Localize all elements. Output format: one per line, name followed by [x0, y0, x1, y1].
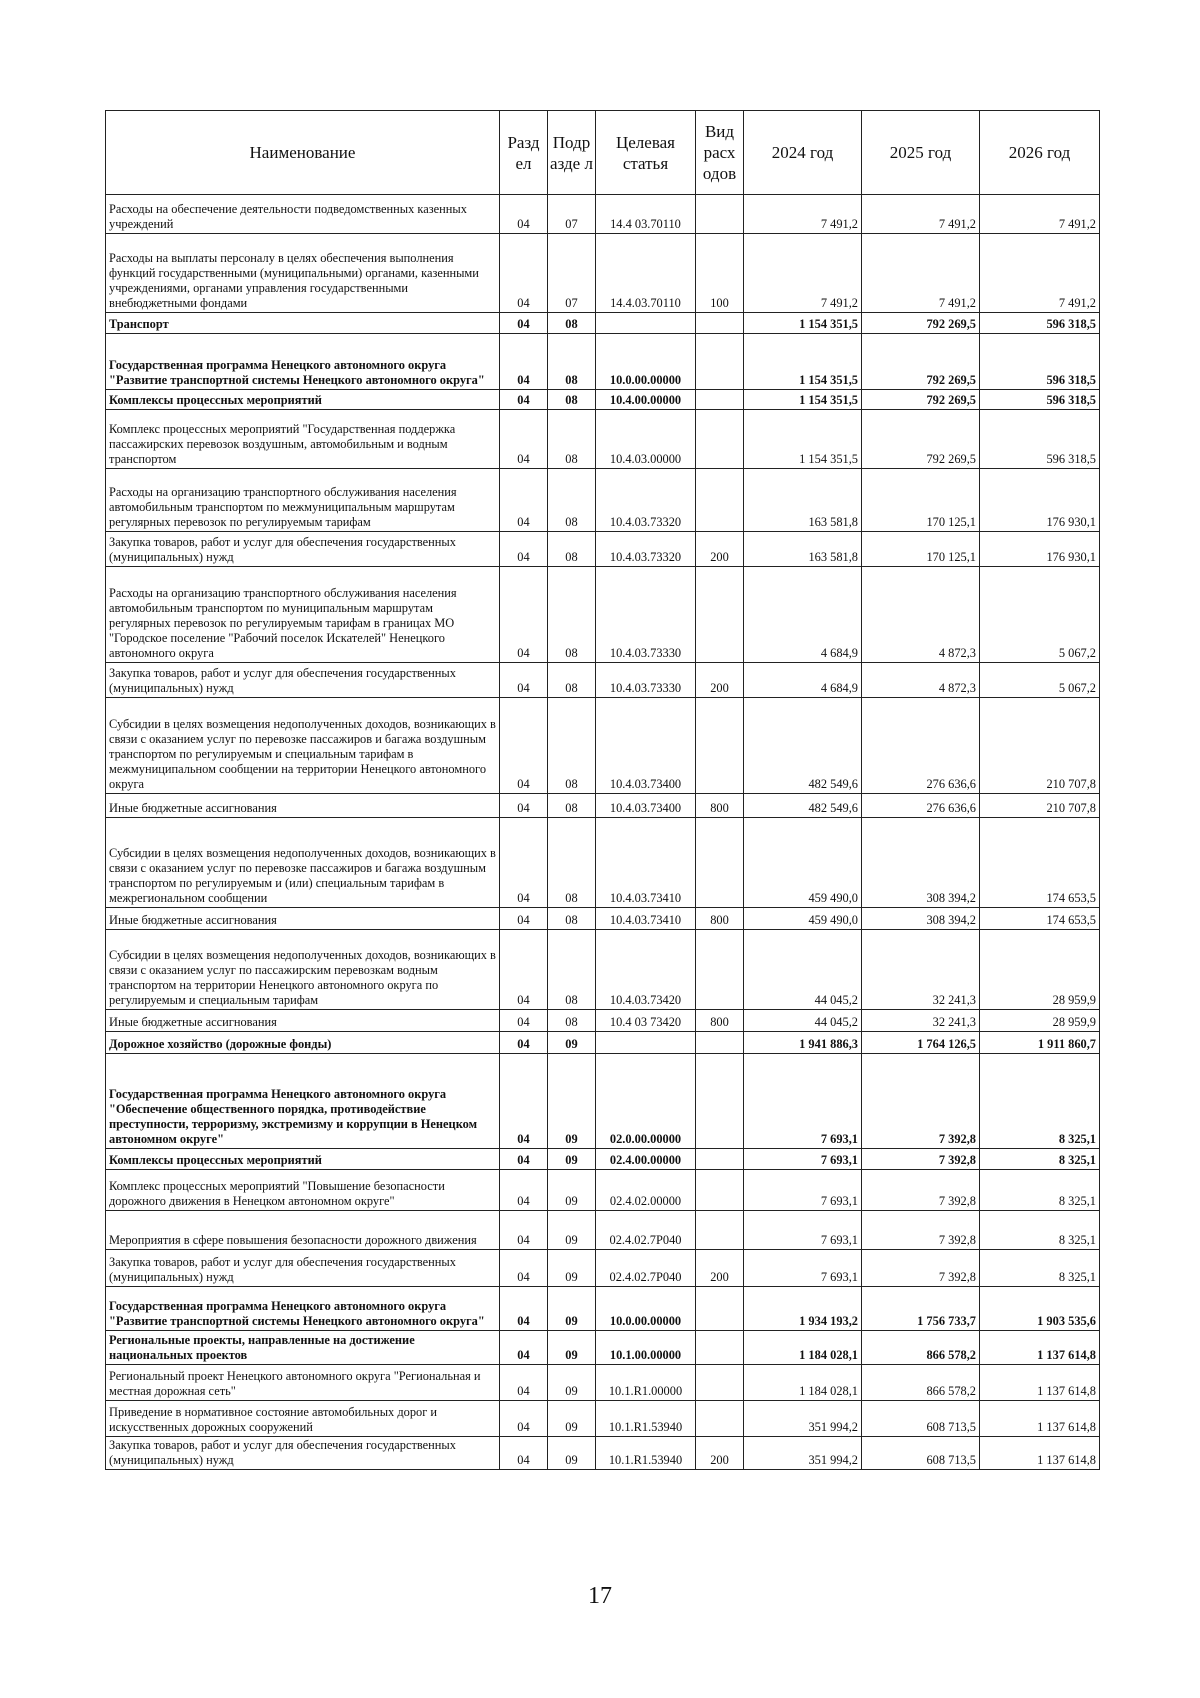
cell-podrazdel: 08 — [548, 532, 596, 567]
cell-podrazdel: 09 — [548, 1365, 596, 1401]
cell-vid-raskhodov — [696, 1331, 744, 1365]
cell-2025: 792 269,5 — [862, 334, 980, 390]
table-row — [106, 1149, 1100, 1170]
cell-2024: 4 684,9 — [744, 663, 862, 698]
table-row — [106, 532, 1100, 567]
cell-tselevaya-statya: 10.4.03.73410 — [596, 818, 696, 908]
cell-name: Субсидии в целях возмещения недополученных доходов, возникающих в связи с оказанием услуг по перевозке пассажиров и багажа воздушным транспортом по регулируемым и (или) специальным тарифам в межрегиональном сообщении — [106, 818, 500, 908]
cell-tselevaya-statya: 10.1.R1.53940 — [596, 1437, 696, 1470]
cell-2026: 596 318,5 — [980, 390, 1100, 410]
cell-podrazdel: 09 — [548, 1211, 596, 1250]
cell-razdel: 04 — [500, 1211, 548, 1250]
cell-tselevaya-statya: 10.4.03.00000 — [596, 410, 696, 469]
cell-vid-raskhodov — [696, 410, 744, 469]
cell-name: Комплексы процессных мероприятий — [106, 1149, 500, 1170]
cell-2026: 1 137 614,8 — [980, 1437, 1100, 1470]
cell-2024: 7 693,1 — [744, 1250, 862, 1287]
cell-2026: 8 325,1 — [980, 1250, 1100, 1287]
cell-name: Дорожное хозяйство (дорожные фонды) — [106, 1032, 500, 1054]
cell-2025: 170 125,1 — [862, 532, 980, 567]
cell-2025: 1 756 733,7 — [862, 1287, 980, 1331]
cell-2024: 351 994,2 — [744, 1401, 862, 1437]
cell-tselevaya-statya: 02.4.02.7Р040 — [596, 1250, 696, 1287]
cell-tselevaya-statya: 14.4.03.70110 — [596, 234, 696, 313]
cell-2026: 596 318,5 — [980, 410, 1100, 469]
cell-tselevaya-statya: 10.4.03.73410 — [596, 908, 696, 930]
cell-tselevaya-statya: 10.4.03.73420 — [596, 930, 696, 1010]
header-razdel: Разд ел — [500, 111, 548, 195]
cell-2026: 174 653,5 — [980, 818, 1100, 908]
cell-2026: 596 318,5 — [980, 313, 1100, 334]
cell-tselevaya-statya — [596, 1032, 696, 1054]
cell-2024: 1 154 351,5 — [744, 410, 862, 469]
table-row — [106, 1365, 1100, 1401]
page-number: 17 — [588, 1583, 612, 1609]
cell-2026: 8 325,1 — [980, 1149, 1100, 1170]
cell-name: Комплексы процессных мероприятий — [106, 390, 500, 410]
cell-vid-raskhodov — [696, 1211, 744, 1250]
cell-tselevaya-statya: 10.1.00.00000 — [596, 1331, 696, 1365]
header-year-2025: 2025 год — [862, 111, 980, 195]
cell-2025: 7 491,2 — [862, 234, 980, 313]
table-row — [106, 818, 1100, 908]
header-tselevaya-statya: Целевая статья — [596, 111, 696, 195]
cell-razdel: 04 — [500, 234, 548, 313]
cell-vid-raskhodov: 200 — [696, 532, 744, 567]
cell-razdel: 04 — [500, 663, 548, 698]
cell-tselevaya-statya: 10.0.00.00000 — [596, 334, 696, 390]
cell-2026: 8 325,1 — [980, 1054, 1100, 1149]
cell-2024: 1 941 886,3 — [744, 1032, 862, 1054]
cell-razdel: 04 — [500, 410, 548, 469]
cell-tselevaya-statya: 10.4.03.73400 — [596, 794, 696, 818]
cell-vid-raskhodov: 800 — [696, 908, 744, 930]
cell-vid-raskhodov — [696, 1032, 744, 1054]
cell-tselevaya-statya: 02.0.00.00000 — [596, 1054, 696, 1149]
cell-razdel: 04 — [500, 313, 548, 334]
cell-vid-raskhodov — [696, 469, 744, 532]
cell-name: Субсидии в целях возмещения недополученных доходов, возникающих в связи с оказанием услуг по пассажирским перевозкам водным транспортом на территории Ненецкого автономного округа по регулируемым и специальным тарифам — [106, 930, 500, 1010]
cell-name: Иные бюджетные ассигнования — [106, 1010, 500, 1032]
table-row — [106, 930, 1100, 1010]
cell-2026: 7 491,2 — [980, 195, 1100, 234]
cell-2024: 1 154 351,5 — [744, 334, 862, 390]
cell-name: Транспорт — [106, 313, 500, 334]
cell-name: Региональный проект Ненецкого автономного округа "Региональная и местная дорожная сеть" — [106, 1365, 500, 1401]
cell-podrazdel: 08 — [548, 794, 596, 818]
cell-2026: 174 653,5 — [980, 908, 1100, 930]
cell-podrazdel: 09 — [548, 1331, 596, 1365]
table-row — [106, 663, 1100, 698]
cell-podrazdel: 09 — [548, 1054, 596, 1149]
cell-podrazdel: 08 — [548, 567, 596, 663]
cell-vid-raskhodov: 200 — [696, 1250, 744, 1287]
cell-2024: 7 693,1 — [744, 1054, 862, 1149]
cell-2024: 482 549,6 — [744, 794, 862, 818]
cell-name: Мероприятия в сфере повышения безопасности дорожного движения — [106, 1211, 500, 1250]
cell-2026: 1 137 614,8 — [980, 1365, 1100, 1401]
cell-podrazdel: 08 — [548, 930, 596, 1010]
cell-2024: 351 994,2 — [744, 1437, 862, 1470]
cell-name: Региональные проекты, направленные на достижение национальных проектов — [106, 1331, 500, 1365]
cell-2024: 482 549,6 — [744, 698, 862, 794]
cell-vid-raskhodov — [696, 930, 744, 1010]
cell-2025: 7 392,8 — [862, 1149, 980, 1170]
cell-2026: 176 930,1 — [980, 532, 1100, 567]
cell-name: Иные бюджетные ассигнования — [106, 794, 500, 818]
table-row — [106, 1331, 1100, 1365]
cell-razdel: 04 — [500, 698, 548, 794]
cell-razdel: 04 — [500, 469, 548, 532]
cell-name: Государственная программа Ненецкого автономного округа "Развитие транспортной системы Ненецкого автономного округа" — [106, 334, 500, 390]
table-row — [106, 1250, 1100, 1287]
cell-tselevaya-statya: 10.4.03.73320 — [596, 469, 696, 532]
cell-2024: 7 693,1 — [744, 1170, 862, 1211]
cell-tselevaya-statya: 10.4.00.00000 — [596, 390, 696, 410]
cell-2025: 7 392,8 — [862, 1250, 980, 1287]
cell-razdel: 04 — [500, 390, 548, 410]
cell-name: Иные бюджетные ассигнования — [106, 908, 500, 930]
cell-podrazdel: 08 — [548, 908, 596, 930]
cell-vid-raskhodov — [696, 698, 744, 794]
cell-2024: 7 693,1 — [744, 1149, 862, 1170]
cell-name: Комплекс процессных мероприятий "Государственная поддержка пассажирских перевозок воздушным, автомобильным и водным транспортом — [106, 410, 500, 469]
cell-podrazdel: 09 — [548, 1287, 596, 1331]
cell-podrazdel: 08 — [548, 469, 596, 532]
cell-2025: 4 872,3 — [862, 663, 980, 698]
cell-vid-raskhodov — [696, 1054, 744, 1149]
cell-tselevaya-statya: 10.1.R1.53940 — [596, 1401, 696, 1437]
cell-vid-raskhodov: 800 — [696, 794, 744, 818]
cell-vid-raskhodov: 200 — [696, 1437, 744, 1470]
table-row — [106, 195, 1100, 234]
table-row — [106, 794, 1100, 818]
cell-tselevaya-statya: 10.4.03.73330 — [596, 663, 696, 698]
cell-razdel: 04 — [500, 1365, 548, 1401]
cell-tselevaya-statya: 10.1.R1.00000 — [596, 1365, 696, 1401]
cell-razdel: 04 — [500, 532, 548, 567]
header-name: Наименование — [106, 111, 500, 195]
header-year-2024: 2024 год — [744, 111, 862, 195]
cell-razdel: 04 — [500, 1010, 548, 1032]
cell-razdel: 04 — [500, 334, 548, 390]
cell-2025: 32 241,3 — [862, 1010, 980, 1032]
cell-vid-raskhodov — [696, 1287, 744, 1331]
cell-name: Закупка товаров, работ и услуг для обеспечения государственных (муниципальных) нужд — [106, 663, 500, 698]
table-row — [106, 567, 1100, 663]
table-row — [106, 234, 1100, 313]
cell-podrazdel: 07 — [548, 234, 596, 313]
cell-razdel: 04 — [500, 1149, 548, 1170]
table-row — [106, 1032, 1100, 1054]
cell-2025: 608 713,5 — [862, 1437, 980, 1470]
cell-razdel: 04 — [500, 1287, 548, 1331]
cell-vid-raskhodov: 200 — [696, 663, 744, 698]
table-row — [106, 313, 1100, 334]
cell-vid-raskhodov — [696, 334, 744, 390]
cell-podrazdel: 09 — [548, 1401, 596, 1437]
cell-vid-raskhodov — [696, 1170, 744, 1211]
cell-razdel: 04 — [500, 1250, 548, 1287]
cell-tselevaya-statya: 02.4.00.00000 — [596, 1149, 696, 1170]
cell-2026: 176 930,1 — [980, 469, 1100, 532]
table-row — [106, 1287, 1100, 1331]
cell-2024: 44 045,2 — [744, 930, 862, 1010]
table-row — [106, 469, 1100, 532]
cell-2025: 276 636,6 — [862, 698, 980, 794]
table-row — [106, 410, 1100, 469]
cell-podrazdel: 07 — [548, 195, 596, 234]
cell-2026: 1 137 614,8 — [980, 1331, 1100, 1365]
cell-2025: 7 392,8 — [862, 1054, 980, 1149]
budget-table — [105, 110, 1100, 1470]
cell-podrazdel: 08 — [548, 410, 596, 469]
cell-name: Комплекс процессных мероприятий "Повышение безопасности дорожного движения в Ненецком автономном округе" — [106, 1170, 500, 1211]
header-vid-raskhodov: Вид расх одов — [696, 111, 744, 195]
cell-2024: 7 491,2 — [744, 195, 862, 234]
table-row — [106, 1401, 1100, 1437]
cell-2024: 163 581,8 — [744, 469, 862, 532]
cell-name: Расходы на организацию транспортного обслуживания населения автомобильным транспортом по межмуниципальным маршрутам регулярных перевозок по регулируемым тарифам — [106, 469, 500, 532]
cell-2025: 608 713,5 — [862, 1401, 980, 1437]
cell-podrazdel: 08 — [548, 334, 596, 390]
cell-2024: 44 045,2 — [744, 1010, 862, 1032]
cell-tselevaya-statya: 10.4.03.73330 — [596, 567, 696, 663]
table-row — [106, 908, 1100, 930]
cell-podrazdel: 08 — [548, 663, 596, 698]
cell-2026: 210 707,8 — [980, 794, 1100, 818]
cell-razdel: 04 — [500, 1437, 548, 1470]
cell-2025: 7 392,8 — [862, 1211, 980, 1250]
table-row — [106, 1211, 1100, 1250]
cell-vid-raskhodov — [696, 818, 744, 908]
cell-podrazdel: 09 — [548, 1250, 596, 1287]
cell-vid-raskhodov — [696, 313, 744, 334]
cell-name: Расходы на выплаты персоналу в целях обеспечения выполнения функций государственными (муниципальными) органами, казенными учреждениями, органами управления государственными внебюджетными фондами — [106, 234, 500, 313]
cell-razdel: 04 — [500, 195, 548, 234]
table-header-row — [106, 111, 1100, 195]
cell-2026: 1 137 614,8 — [980, 1401, 1100, 1437]
cell-razdel: 04 — [500, 930, 548, 1010]
cell-vid-raskhodov — [696, 1365, 744, 1401]
cell-2024: 7 693,1 — [744, 1211, 862, 1250]
cell-2025: 32 241,3 — [862, 930, 980, 1010]
cell-vid-raskhodov — [696, 390, 744, 410]
cell-2026: 5 067,2 — [980, 663, 1100, 698]
cell-vid-raskhodov: 100 — [696, 234, 744, 313]
cell-2024: 459 490,0 — [744, 908, 862, 930]
cell-podrazdel: 08 — [548, 698, 596, 794]
cell-vid-raskhodov — [696, 1149, 744, 1170]
cell-tselevaya-statya — [596, 313, 696, 334]
cell-2024: 1 184 028,1 — [744, 1331, 862, 1365]
cell-2025: 866 578,2 — [862, 1331, 980, 1365]
cell-vid-raskhodov — [696, 195, 744, 234]
cell-name: Закупка товаров, работ и услуг для обеспечения государственных (муниципальных) нужд — [106, 1250, 500, 1287]
header-podrazdel: Подр азде л — [548, 111, 596, 195]
cell-tselevaya-statya: 10.4 03 73420 — [596, 1010, 696, 1032]
table-body — [106, 195, 1100, 1470]
table-row — [106, 1054, 1100, 1149]
cell-2026: 210 707,8 — [980, 698, 1100, 794]
cell-tselevaya-statya: 10.4.03.73320 — [596, 532, 696, 567]
cell-razdel: 04 — [500, 818, 548, 908]
cell-podrazdel: 09 — [548, 1170, 596, 1211]
cell-2025: 170 125,1 — [862, 469, 980, 532]
table-row — [106, 1010, 1100, 1032]
cell-2025: 7 491,2 — [862, 195, 980, 234]
cell-podrazdel: 09 — [548, 1032, 596, 1054]
table-row — [106, 698, 1100, 794]
table-row — [106, 390, 1100, 410]
cell-tselevaya-statya: 14.4 03.70110 — [596, 195, 696, 234]
cell-name: Закупка товаров, работ и услуг для обеспечения государственных (муниципальных) нужд — [106, 1437, 500, 1470]
cell-name: Государственная программа Ненецкого автономного округа "Обеспечение общественного порядка, противодействие преступности, терроризму, экстремизму и коррупции в Ненецком автономном округе" — [106, 1054, 500, 1149]
cell-2025: 792 269,5 — [862, 313, 980, 334]
cell-name: Субсидии в целях возмещения недополученных доходов, возникающих в связи с оказанием услуг по перевозке пассажиров и багажа воздушным транспортом по регулируемым и специальным тарифам в межмуниципальном сообщении на территории Ненецкого автономного округа — [106, 698, 500, 794]
cell-2025: 308 394,2 — [862, 818, 980, 908]
cell-razdel: 04 — [500, 1331, 548, 1365]
cell-podrazdel: 09 — [548, 1437, 596, 1470]
cell-name: Расходы на обеспечение деятельности подведомственных казенных учреждений — [106, 195, 500, 234]
cell-razdel: 04 — [500, 1170, 548, 1211]
cell-2025: 4 872,3 — [862, 567, 980, 663]
cell-2024: 1 154 351,5 — [744, 313, 862, 334]
cell-2024: 7 491,2 — [744, 234, 862, 313]
cell-podrazdel: 08 — [548, 1010, 596, 1032]
cell-2025: 7 392,8 — [862, 1170, 980, 1211]
cell-2025: 308 394,2 — [862, 908, 980, 930]
cell-2025: 792 269,5 — [862, 390, 980, 410]
cell-2026: 1 911 860,7 — [980, 1032, 1100, 1054]
cell-2026: 8 325,1 — [980, 1211, 1100, 1250]
cell-2024: 1 154 351,5 — [744, 390, 862, 410]
cell-2025: 276 636,6 — [862, 794, 980, 818]
cell-vid-raskhodov — [696, 1401, 744, 1437]
cell-name: Приведение в нормативное состояние автомобильных дорог и искусственных дорожных сооружений — [106, 1401, 500, 1437]
cell-name: Расходы на организацию транспортного обслуживания населения автомобильным транспортом по муниципальным маршрутам регулярных перевозок по регулируемым тарифам в границах МО "Городское поселение "Рабочий поселок Искателей" Ненецкого автономного округа — [106, 567, 500, 663]
cell-2026: 1 903 535,6 — [980, 1287, 1100, 1331]
header-year-2026: 2026 год — [980, 111, 1100, 195]
cell-2026: 7 491,2 — [980, 234, 1100, 313]
cell-name: Государственная программа Ненецкого автономного округа "Развитие транспортной системы Ненецкого автономного округа" — [106, 1287, 500, 1331]
cell-2026: 28 959,9 — [980, 1010, 1100, 1032]
cell-2025: 792 269,5 — [862, 410, 980, 469]
cell-razdel: 04 — [500, 1401, 548, 1437]
cell-razdel: 04 — [500, 908, 548, 930]
cell-2026: 8 325,1 — [980, 1170, 1100, 1211]
cell-tselevaya-statya: 02.4.02.7Р040 — [596, 1211, 696, 1250]
cell-podrazdel: 08 — [548, 313, 596, 334]
table-row — [106, 334, 1100, 390]
cell-podrazdel: 08 — [548, 390, 596, 410]
cell-2025: 1 764 126,5 — [862, 1032, 980, 1054]
cell-2024: 1 184 028,1 — [744, 1365, 862, 1401]
cell-razdel: 04 — [500, 794, 548, 818]
cell-2024: 163 581,8 — [744, 532, 862, 567]
cell-razdel: 04 — [500, 1032, 548, 1054]
cell-2024: 4 684,9 — [744, 567, 862, 663]
cell-2026: 5 067,2 — [980, 567, 1100, 663]
cell-razdel: 04 — [500, 567, 548, 663]
cell-razdel: 04 — [500, 1054, 548, 1149]
cell-2026: 28 959,9 — [980, 930, 1100, 1010]
cell-podrazdel: 08 — [548, 818, 596, 908]
cell-2024: 459 490,0 — [744, 818, 862, 908]
cell-2026: 596 318,5 — [980, 334, 1100, 390]
table-row — [106, 1170, 1100, 1211]
cell-tselevaya-statya: 10.0.00.00000 — [596, 1287, 696, 1331]
cell-tselevaya-statya: 02.4.02.00000 — [596, 1170, 696, 1211]
cell-2024: 1 934 193,2 — [744, 1287, 862, 1331]
cell-tselevaya-statya: 10.4.03.73400 — [596, 698, 696, 794]
cell-podrazdel: 09 — [548, 1149, 596, 1170]
table-row — [106, 1437, 1100, 1470]
cell-name: Закупка товаров, работ и услуг для обеспечения государственных (муниципальных) нужд — [106, 532, 500, 567]
cell-vid-raskhodov — [696, 567, 744, 663]
cell-2025: 866 578,2 — [862, 1365, 980, 1401]
cell-vid-raskhodov: 800 — [696, 1010, 744, 1032]
